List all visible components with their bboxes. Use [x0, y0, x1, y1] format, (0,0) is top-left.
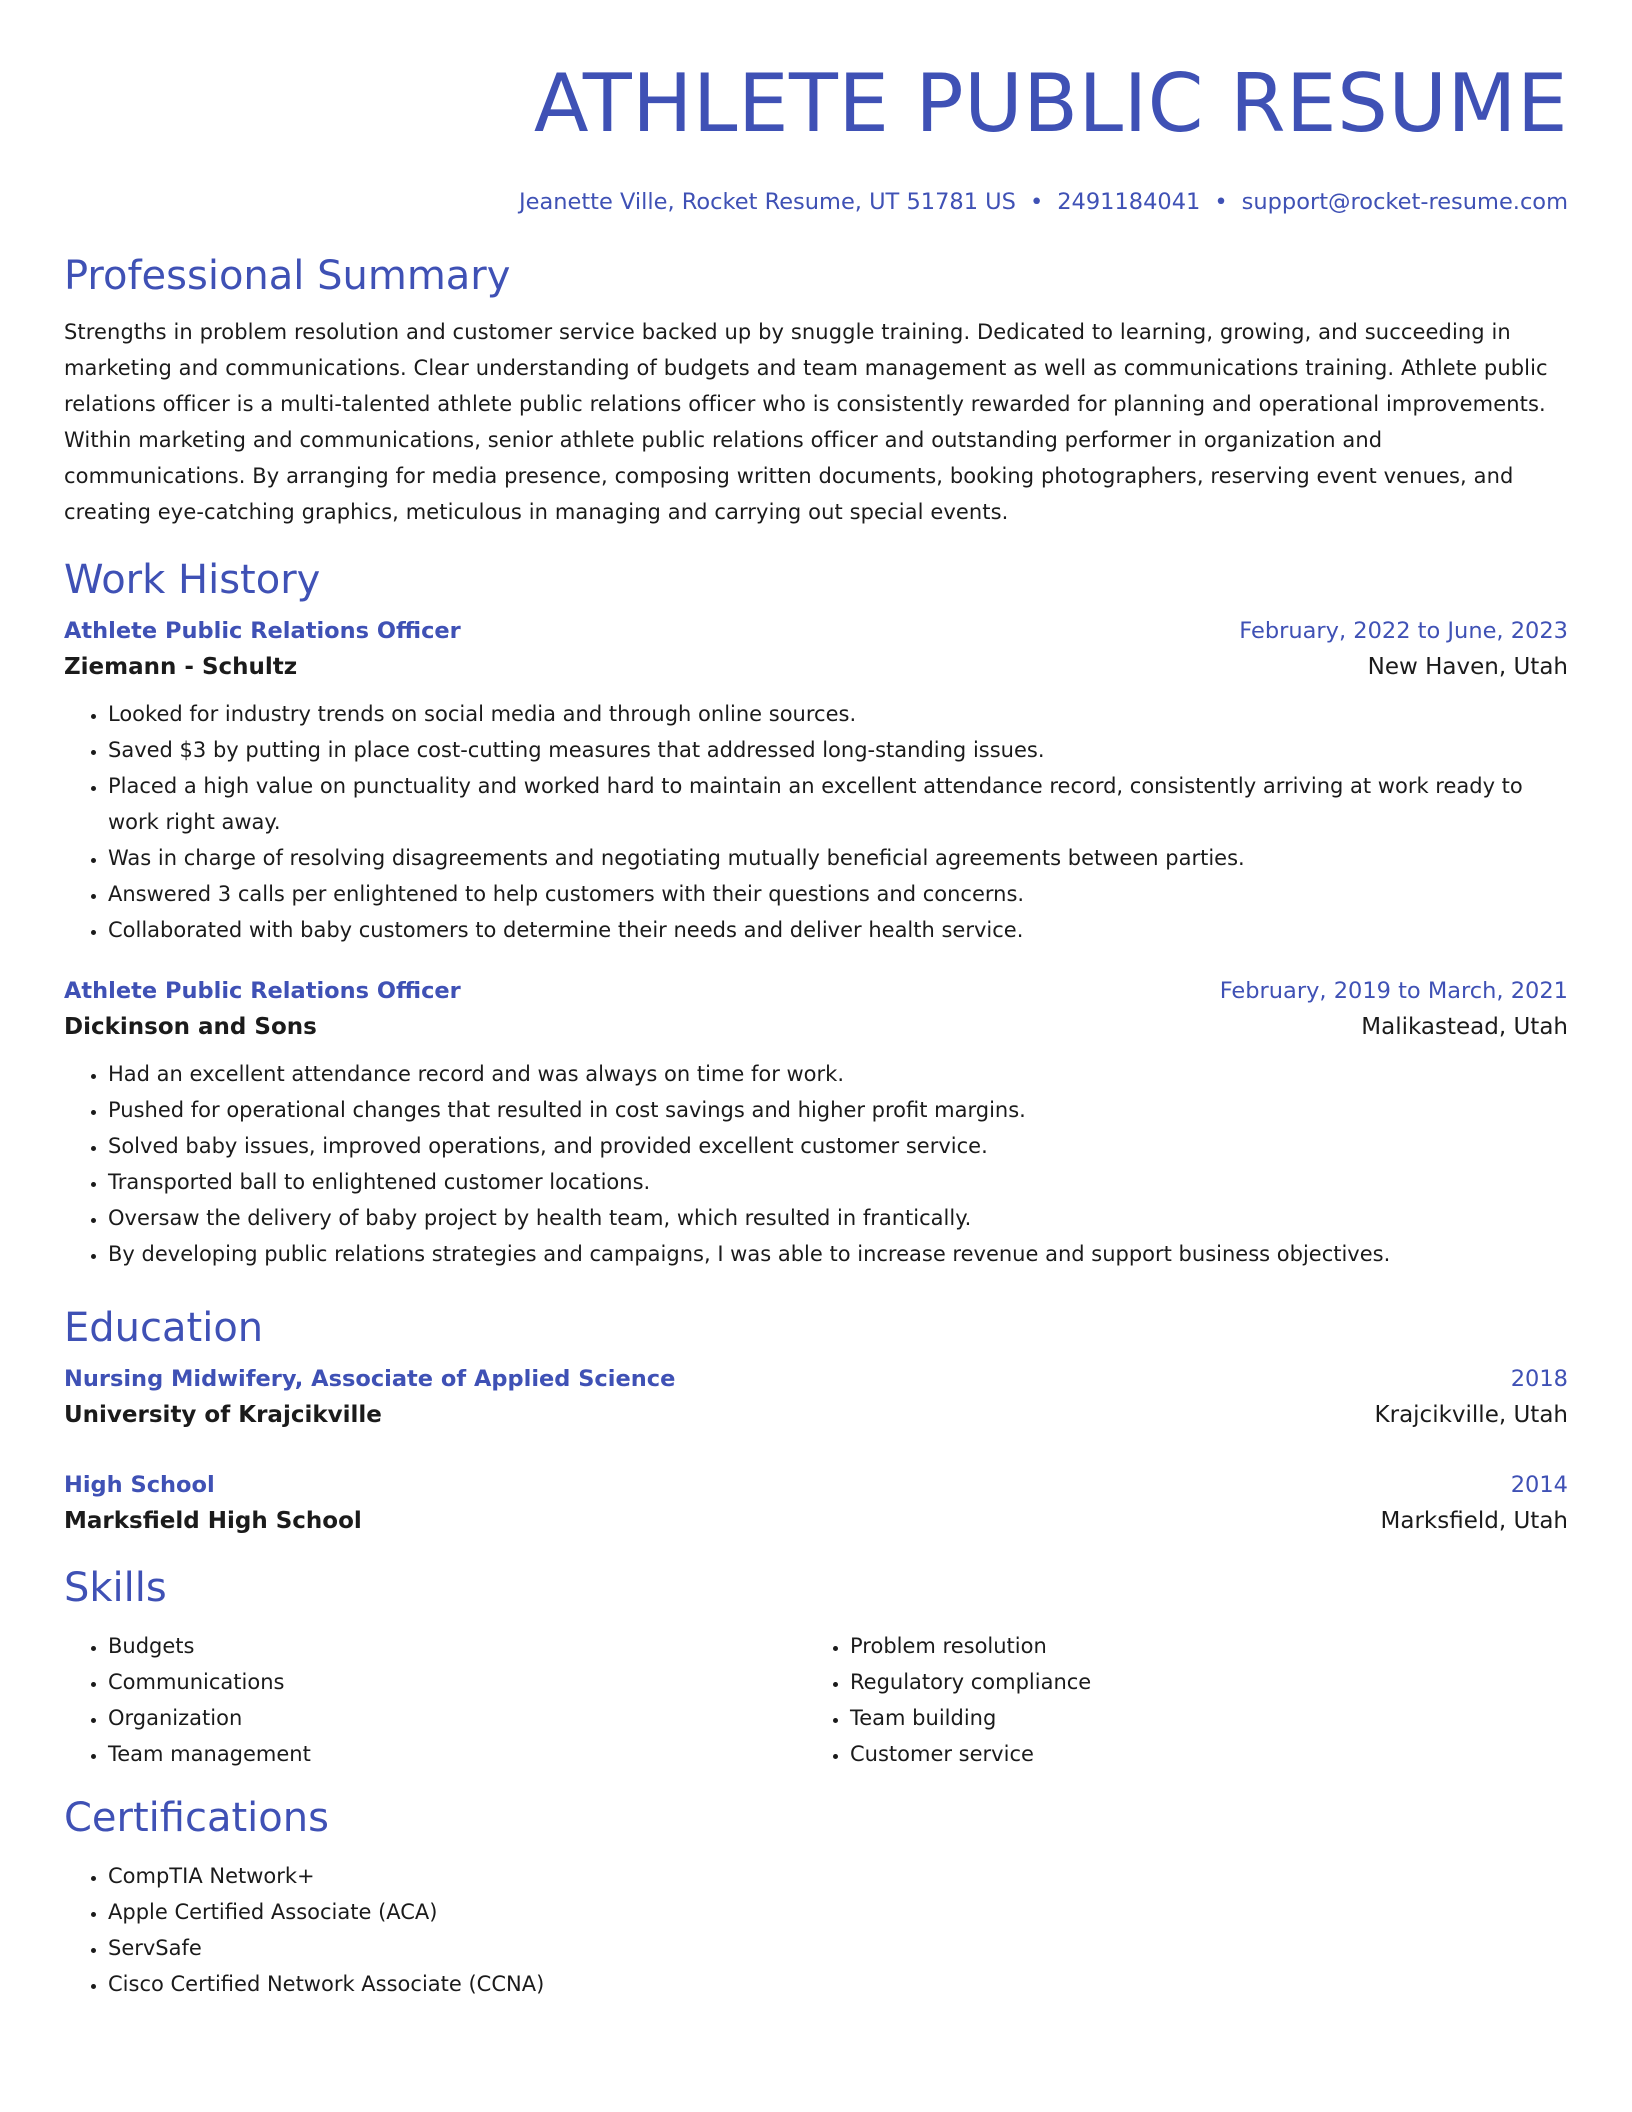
- skill-item: • Organization: [108, 1700, 806, 1736]
- job-bullet: • Collaborated with baby customers to determine their needs and deliver health service.: [108, 912, 1568, 948]
- job-company: Ziemann - Schultz: [64, 654, 298, 680]
- education-year: 2014: [1510, 1472, 1568, 1498]
- certifications-heading: Certifications: [64, 1795, 329, 1841]
- education-school: University of Krajcikville: [64, 1402, 382, 1428]
- job-bullet: • Oversaw the delivery of baby project by health team, which resulted in frantically.: [108, 1200, 1568, 1236]
- education-degree-row: [64, 1362, 1568, 1396]
- job-title-row: [64, 974, 1568, 1008]
- education-year: 2018: [1510, 1366, 1568, 1392]
- job-bullets: [64, 696, 1568, 948]
- education-location: Krajcikville, Utah: [1374, 1402, 1568, 1428]
- skills-list-right: [806, 1628, 1548, 1772]
- certification-item: • Apple Certified Associate (ACA): [108, 1894, 1568, 1930]
- skill-item: • Problem resolution: [850, 1628, 1548, 1664]
- skills-list-left: [64, 1628, 806, 1772]
- job-bullet: • Had an excellent attendance record and was always on time for work.: [108, 1056, 1568, 1092]
- job-bullets: [64, 1056, 1568, 1272]
- skill-item: • Budgets: [108, 1628, 806, 1664]
- contact-address: Jeanette Ville, Rocket Resume, UT 51781 US: [518, 189, 1016, 215]
- education-heading: Education: [64, 1305, 264, 1351]
- skill-item: • Communications: [108, 1664, 806, 1700]
- skill-item: • Team management: [108, 1736, 806, 1772]
- job-bullet: • Pushed for operational changes that resulted in cost savings and higher profit margins.: [108, 1092, 1568, 1128]
- job-bullet: • Saved $3 by putting in place cost-cutting measures that addressed long-standing issues.: [108, 732, 1568, 768]
- education-location: Marksfield, Utah: [1380, 1508, 1568, 1534]
- contact-email[interactable]: support@rocket-resume.com: [1241, 189, 1568, 215]
- certification-item: • Cisco Certified Network Associate (CCNA): [108, 1966, 1568, 2002]
- education-school-row: [64, 1502, 1568, 1540]
- contact-line: [64, 186, 1568, 218]
- job-company-row: [64, 648, 1568, 686]
- job-company-row: [64, 1008, 1568, 1046]
- job-location: Malikastead, Utah: [1361, 1014, 1568, 1040]
- job-entry: [64, 614, 1568, 948]
- job-bullet: • Was in charge of resolving disagreements and negotiating mutually beneficial agreements between parties.: [108, 840, 1568, 876]
- education-school: Marksfield High School: [64, 1508, 362, 1534]
- resume-name: ATHLETE PUBLIC RESUME: [533, 57, 1568, 150]
- job-bullet: • Answered 3 calls per enlightened to help customers with their questions and concerns.: [108, 876, 1568, 912]
- education-degree: Nursing Midwifery, Associate of Applied Science: [64, 1366, 676, 1392]
- job-title-row: [64, 614, 1568, 648]
- job-dates: February, 2022 to June, 2023: [1239, 618, 1568, 644]
- job-company: Dickinson and Sons: [64, 1014, 317, 1040]
- job-entry: [64, 974, 1568, 1272]
- certification-item: • CompTIA Network+: [108, 1858, 1568, 1894]
- job-bullet: • Looked for industry trends on social media and through online sources.: [108, 696, 1568, 732]
- job-bullet: • Placed a high value on punctuality and worked hard to maintain an excellent attendance record, consistently arriving at work ready to work right away.: [108, 768, 1568, 840]
- certification-item: • ServSafe: [108, 1930, 1568, 1966]
- job-bullet: • Transported ball to enlightened customer locations.: [108, 1164, 1568, 1200]
- skills-columns: [64, 1628, 1568, 1772]
- summary-heading: Professional Summary: [64, 253, 511, 299]
- skill-item: • Regulatory compliance: [850, 1664, 1548, 1700]
- education-school-row: [64, 1396, 1568, 1434]
- job-dates: February, 2019 to March, 2021: [1219, 978, 1568, 1004]
- skill-item: • Team building: [850, 1700, 1548, 1736]
- job-role: Athlete Public Relations Officer: [64, 978, 461, 1004]
- contact-phone: 2491184041: [1057, 189, 1201, 215]
- contact-separator: •: [1029, 189, 1044, 215]
- work-history-heading: Work History: [64, 557, 321, 603]
- job-bullet: • By developing public relations strategies and campaigns, I was able to increase revenue and support business objectives.: [108, 1236, 1568, 1272]
- summary-text: Strengths in problem resolution and customer service backed up by snuggle training. Dedicated to learning, growing, and succeeding in marketing and communications. Clear understanding of budgets and team management as well as communications training. Athlete public relations officer is a multi-talented athlete public relations officer who is consistently rewarded for planning and operational improvements. Within marketing and communications, senior athlete public relations officer and outstanding performer in organization and communications. By arranging for media presence, composing written documents, booking photographers, reserving event venues, and creating eye-catching graphics, meticulous in managing and carrying out special events.: [64, 320, 1548, 524]
- skills-heading: Skills: [64, 1565, 167, 1611]
- education-entry: [64, 1468, 1568, 1540]
- education-entry: [64, 1362, 1568, 1434]
- skill-item: • Customer service: [850, 1736, 1548, 1772]
- certifications-list: [64, 1858, 1568, 2002]
- education-degree: High School: [64, 1472, 215, 1498]
- job-location: New Haven, Utah: [1367, 654, 1568, 680]
- job-role: Athlete Public Relations Officer: [64, 618, 461, 644]
- education-degree-row: [64, 1468, 1568, 1502]
- contact-separator: •: [1214, 189, 1228, 215]
- job-bullet: • Solved baby issues, improved operations, and provided excellent customer service.: [108, 1128, 1568, 1164]
